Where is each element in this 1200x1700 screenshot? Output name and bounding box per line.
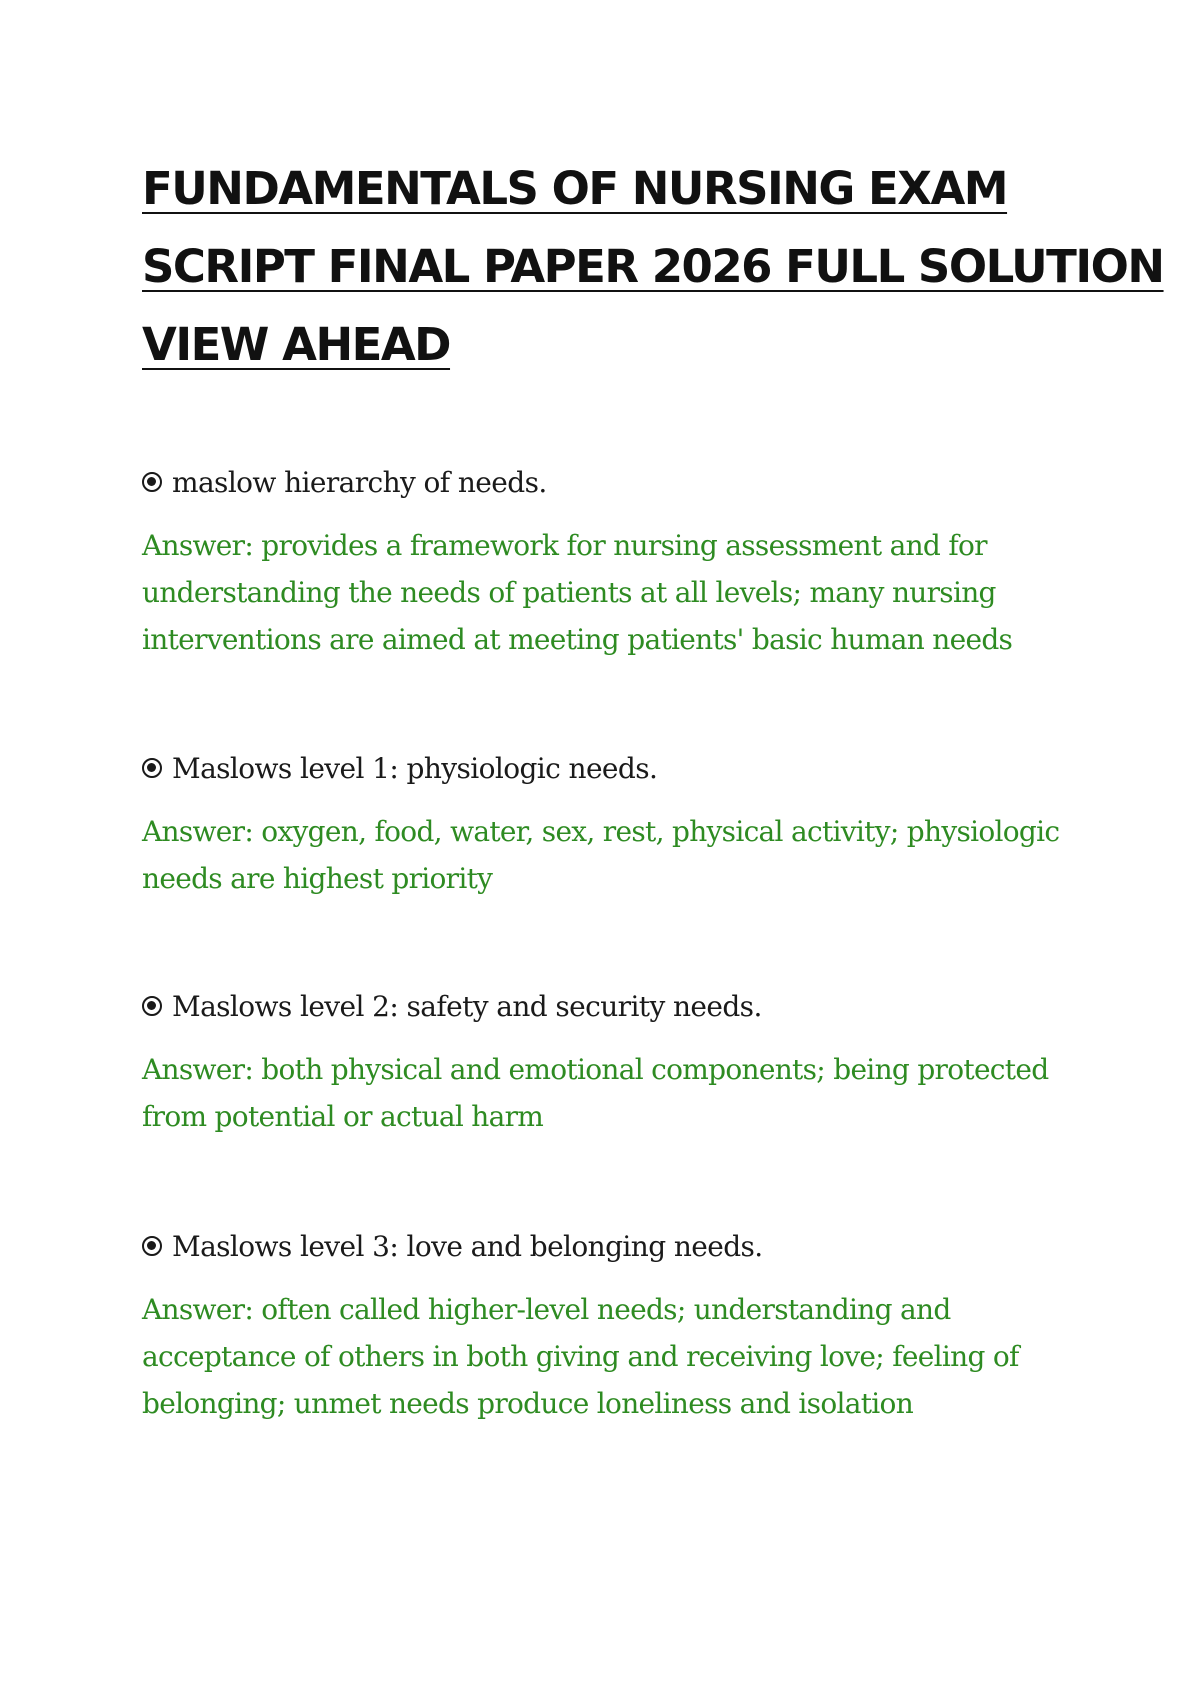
question [142,746,1102,790]
question-text: Maslows level 1: physiologic needs. [172,751,658,785]
answer-line: acceptance of others in both giving and receiving love; feeling of [142,1340,1019,1373]
answer-line: understanding the needs of patients at all levels; many nursing [142,576,996,609]
answer-line: needs are highest priority [142,862,493,895]
question [142,984,1102,1028]
answer-line: from potential or actual harm [142,1100,544,1133]
radio-bullet-icon [142,758,162,778]
question-text: maslow hierarchy of needs. [172,465,547,499]
document-title [142,150,1164,384]
answer-line: Answer: oxygen, food, water, sex, rest, physical activity; physiologic [142,815,1060,848]
answer-line: interventions are aimed at meeting patients' basic human needs [142,623,1013,656]
title-line: FUNDAMENTALS OF NURSING EXAM [142,162,1008,215]
answer [142,1046,1102,1140]
question-text: Maslows level 3: love and belonging needs. [172,1229,763,1263]
title-line: SCRIPT FINAL PAPER 2026 FULL SOLUTION [142,240,1164,293]
answer-line: Answer: both physical and emotional components; being protected [142,1053,1049,1086]
answer-line: belonging; unmet needs produce loneliness and isolation [142,1387,914,1420]
qa-item [142,460,1102,663]
answer-line: Answer: provides a framework for nursing assessment and for [142,529,987,562]
title-line: VIEW AHEAD [142,318,451,371]
radio-bullet-icon [142,1236,162,1256]
qa-item [142,1224,1102,1427]
qa-item [142,746,1102,902]
question [142,1224,1102,1268]
answer [142,1286,1102,1427]
question [142,460,1102,504]
radio-bullet-icon [142,996,162,1016]
answer [142,522,1102,663]
question-text: Maslows level 2: safety and security needs. [172,989,762,1023]
answer-line: Answer: often called higher-level needs; understanding and [142,1293,951,1326]
answer [142,808,1102,902]
radio-bullet-icon [142,472,162,492]
qa-item [142,984,1102,1140]
